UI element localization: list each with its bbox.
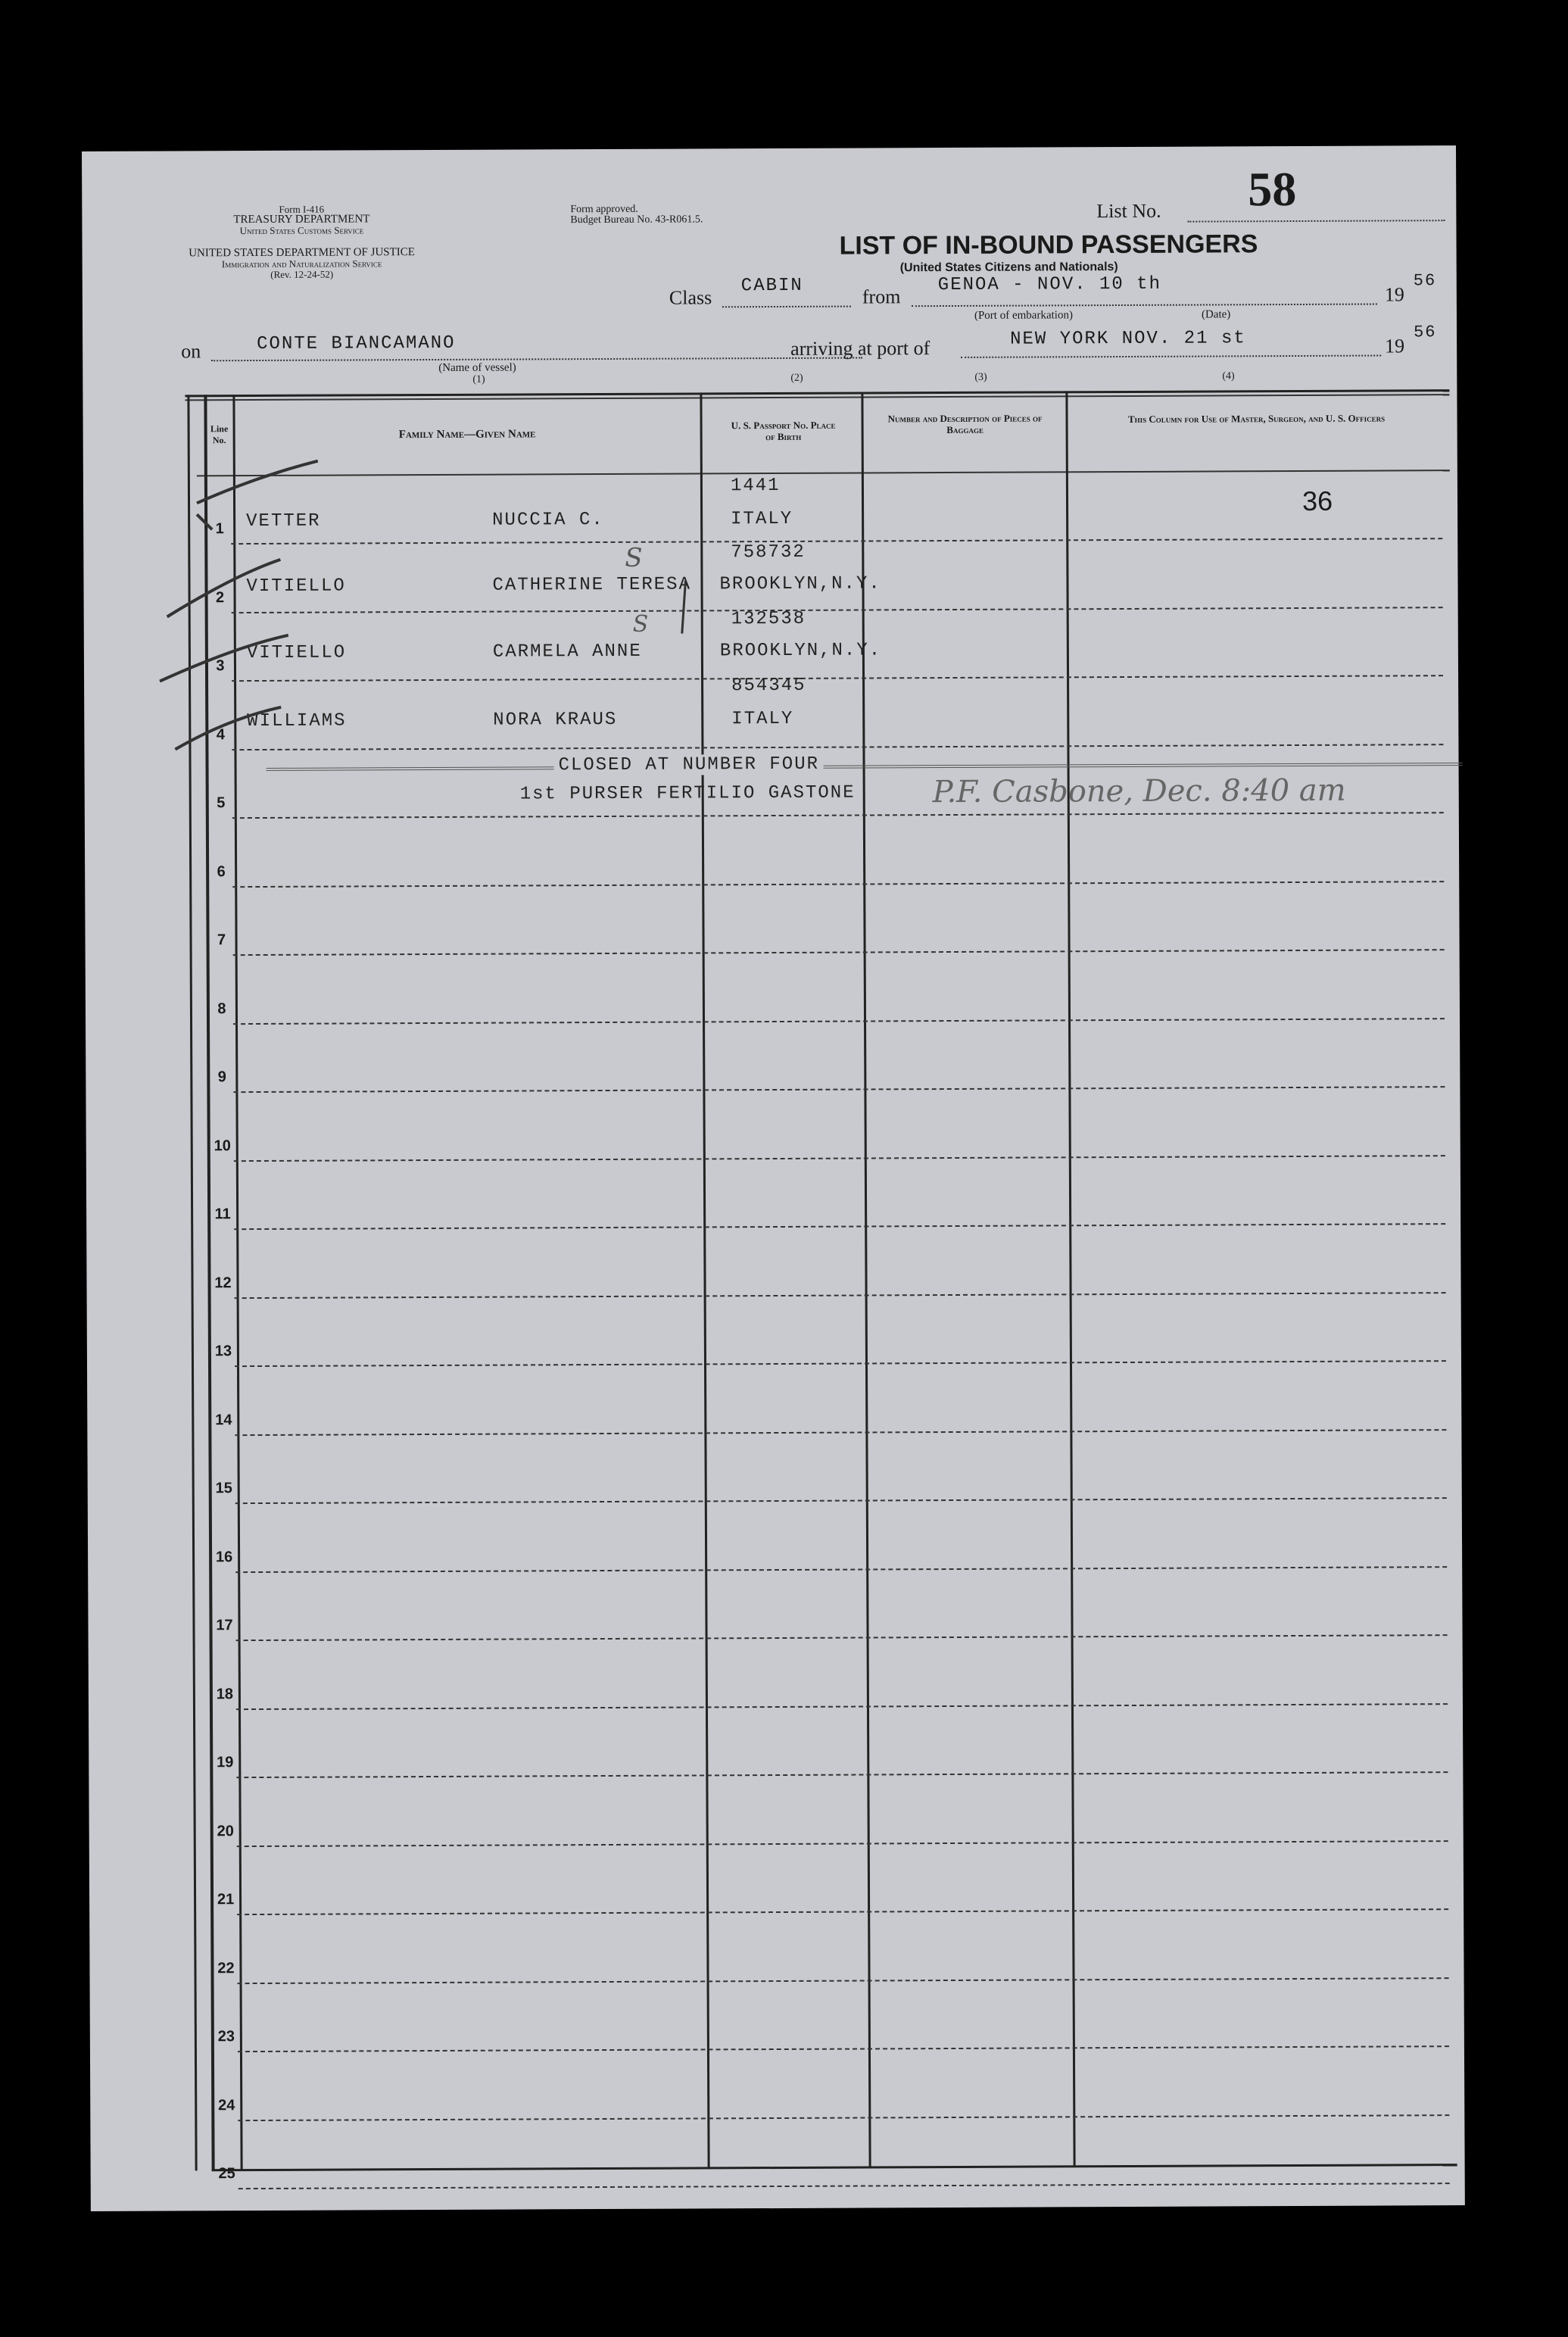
- form-revision: (Rev. 12-24-52): [270, 268, 334, 280]
- s-mark-1: S: [625, 542, 643, 573]
- port-embarkation-caption: (Port of embarkation): [974, 309, 1073, 322]
- arrive-year: 56: [1414, 323, 1437, 342]
- line-number: 2: [215, 588, 225, 606]
- arriving-port: NEW YORK NOV. 21 st: [1010, 328, 1246, 350]
- year-prefix-1: 19: [1384, 283, 1404, 306]
- place-of-birth: ITALY: [731, 508, 793, 530]
- year-prefix-2: 19: [1385, 335, 1405, 357]
- passport-number: 132538: [731, 608, 806, 630]
- row-line: [234, 1155, 1445, 1162]
- family-name: VITIELLO: [246, 576, 346, 598]
- port-of-embarkation: GENOA - NOV. 10 th: [937, 273, 1162, 296]
- form-page: [82, 145, 1465, 2211]
- row-line: [233, 949, 1445, 956]
- place-of-birth: BROOKLYN,N.Y.: [719, 640, 882, 662]
- col-1-number: (1): [472, 373, 485, 385]
- col-header-officers: This Column for Use of Master, Surgeon, and U. S. Officers: [1127, 412, 1386, 425]
- class-label: Class: [669, 286, 712, 309]
- row-line: [237, 1908, 1448, 1915]
- line-number: 12: [214, 1274, 232, 1291]
- form-approved: Form approved.: [570, 203, 638, 216]
- from-year: 56: [1413, 271, 1437, 291]
- officer-count: 36: [1301, 485, 1333, 516]
- row-line: [232, 881, 1444, 888]
- date-caption: (Date): [1201, 308, 1231, 321]
- family-name: WILLIAMS: [247, 710, 347, 732]
- row-line: [235, 1429, 1446, 1436]
- given-name: CATHERINE TERESA: [492, 574, 691, 596]
- form-title: LIST OF IN-BOUND PASSENGERS: [839, 229, 1258, 261]
- list-no-label: List No.: [1096, 199, 1161, 223]
- row-line: [238, 2045, 1449, 2052]
- line-number: 13: [214, 1343, 232, 1360]
- given-name: NORA KRAUS: [493, 709, 618, 731]
- list-number: 58: [1248, 162, 1297, 217]
- line-number: 17: [216, 1617, 233, 1634]
- line-number: 21: [217, 1891, 235, 1908]
- handwritten-annotation: P.F. Casbone, Dec. 8:40 am: [932, 772, 1346, 810]
- given-name: CARMELA ANNE: [492, 641, 642, 663]
- col-4-number: (4): [1222, 370, 1235, 382]
- line-number: 1: [215, 520, 224, 538]
- row-line: [235, 1292, 1446, 1299]
- class-value: CABIN: [740, 275, 803, 297]
- row-line: [236, 1634, 1448, 1641]
- place-of-birth: BROOKLYN,N.Y.: [719, 573, 881, 595]
- line-number: 14: [215, 1411, 232, 1428]
- line-number: 16: [215, 1548, 233, 1565]
- line-number: 8: [217, 1000, 226, 1017]
- family-name: VITIELLO: [246, 642, 347, 664]
- line-number: 11: [214, 1206, 231, 1223]
- vessel-caption: (Name of vessel): [438, 361, 516, 374]
- row-line: [236, 1771, 1448, 1778]
- col-2-number: (2): [790, 372, 803, 384]
- line-number: 6: [217, 863, 226, 880]
- form-subtitle: (United States Citizens and Nationals): [899, 261, 1118, 275]
- row-line: [233, 1086, 1445, 1093]
- line-number: 20: [217, 1822, 234, 1839]
- given-name: NUCCIA C.: [492, 509, 604, 531]
- row-line: [234, 1223, 1445, 1230]
- col-header-baggage: Number and Description of Pieces of Baggage: [887, 412, 1043, 436]
- row-line: [236, 1703, 1448, 1710]
- place-of-birth: ITALY: [731, 708, 794, 730]
- line-number: 7: [217, 931, 226, 949]
- from-label: from: [862, 285, 901, 308]
- dept-treasury: TREASURY DEPARTMENT: [233, 213, 370, 226]
- dept-justice: UNITED STATES DEPARTMENT OF JUSTICE: [189, 246, 415, 260]
- row-line: [233, 1018, 1445, 1025]
- vessel-name: CONTE BIANCAMANO: [257, 332, 456, 354]
- form-number: Form I-416: [279, 203, 325, 215]
- line-number: 4: [216, 725, 225, 743]
- col-header-name: Family Name—Given Name: [398, 428, 536, 442]
- line-number: 18: [216, 1685, 234, 1702]
- row-line: [238, 1977, 1449, 1984]
- line-number: 24: [218, 2096, 235, 2114]
- row-line: [235, 1360, 1446, 1367]
- on-label: on: [181, 340, 201, 363]
- line-number: 22: [217, 1959, 235, 1977]
- line-number: 3: [216, 657, 225, 675]
- line-number: 9: [217, 1069, 226, 1086]
- line-number: 15: [215, 1480, 232, 1497]
- row-line: [237, 1840, 1448, 1847]
- dept-customs: United States Customs Service: [239, 224, 364, 237]
- check-marks-graphic: [82, 145, 1459, 833]
- purser-name: 1st PURSER FERTILIO GASTONE: [519, 782, 856, 805]
- passport-number: 854345: [731, 675, 806, 697]
- col-header-line-no: Line No.: [210, 423, 229, 446]
- passport-number: 1441: [730, 475, 781, 497]
- col-3-number: (3): [974, 371, 987, 383]
- s-mark-2: S: [632, 610, 649, 638]
- line-number: 19: [217, 1754, 234, 1771]
- passport-number: 758732: [731, 541, 806, 563]
- row-line: [238, 2114, 1449, 2121]
- dept-immigration: Immigration and Naturalization Service: [221, 257, 382, 270]
- line-number: 10: [214, 1137, 231, 1154]
- family-name: VETTER: [246, 510, 321, 532]
- row-line: [235, 1497, 1447, 1504]
- row-line: [238, 2183, 1450, 2189]
- row-line: [235, 1566, 1447, 1573]
- arriving-label: arriving at port of: [790, 337, 931, 360]
- closed-at-number: CLOSED AT NUMBER FOUR: [553, 754, 824, 776]
- line-number: 5: [217, 794, 226, 812]
- line-number: 23: [217, 2028, 235, 2045]
- budget-bureau: Budget Bureau No. 43-R061.5.: [570, 214, 703, 226]
- col-header-passport: U. S. Passport No. Place of Birth: [731, 419, 836, 443]
- line-number: 25: [218, 2165, 235, 2183]
